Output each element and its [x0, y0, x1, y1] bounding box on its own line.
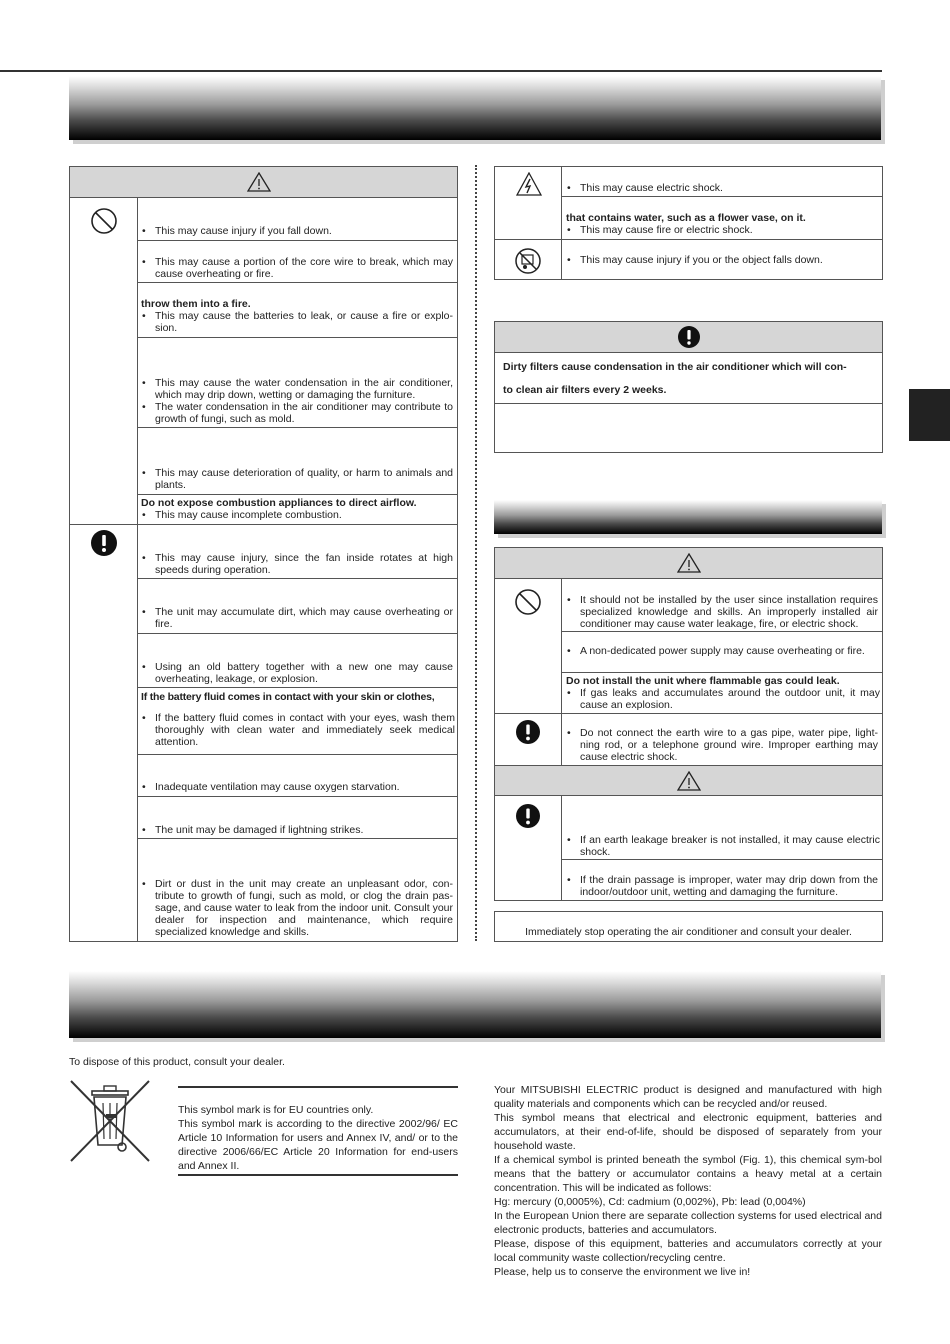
mandatory-exclamation-icon	[90, 529, 118, 562]
section-banner-installation	[494, 500, 882, 534]
row-divider	[494, 713, 883, 714]
top-rule	[0, 70, 882, 72]
table-row	[141, 552, 453, 576]
right-table-divider	[561, 166, 562, 280]
disposal-paragraph: Hg: mercury (0,0005%), Cd: cadmium (0,002%), Pb: lead (0,004%)	[494, 1196, 806, 1208]
bullet-text: • This may cause incomplete combustion.	[141, 509, 453, 521]
row-divider	[562, 196, 883, 197]
eu-box-bottom-rule	[178, 1174, 458, 1176]
instruction-text: that contains water, such as a flower vase, on it.	[566, 212, 806, 224]
section-banner-top	[69, 76, 881, 140]
instruction-text: Do not install the unit where flammable gas could leak.	[566, 675, 840, 687]
row-divider	[138, 578, 458, 579]
bullet-text: • This may cause injury if you fall down.	[141, 225, 453, 237]
installation-header-warning	[495, 548, 882, 579]
installation-divider	[561, 796, 562, 901]
bullet-text: • The water condensation in the air conditioner may contribute to growth of fungi, such as mold.	[141, 401, 453, 425]
row-divider	[138, 754, 458, 755]
table-row	[141, 824, 453, 836]
left-table-header	[70, 167, 457, 198]
row-divider	[138, 427, 458, 428]
eu-box-top-rule	[178, 1086, 458, 1088]
table-row	[141, 298, 453, 334]
table-row	[566, 874, 878, 898]
disposal-paragraph: If a chemical symbol is printed beneath the symbol (Fig. 1), this chemical sym-bol means that the battery or accumulator contains a heavy metal at a certain concentration. This will be indicated as follows:	[494, 1154, 882, 1194]
bullet-text: • This may cause injury if you or the object falls down.	[566, 254, 878, 266]
bullet-text: • Inadequate ventilation may cause oxygen starvation.	[141, 781, 453, 793]
bullet-text: • If gas leaks and accumulates around the outdoor unit, it may cause an explosion.	[566, 687, 880, 711]
bullet-text: • Dirt or dust in the unit may create an unpleasant odor, con-tribute to growth of fungi, such as mold, or clog the drain pas-sage, and cause water to leak from the indoor unit. Consult your dealer for inspection and maintenance, which require specialized knowledge and skills.	[141, 878, 453, 938]
column-separator	[475, 165, 477, 941]
table-row	[141, 878, 453, 938]
bullet-text: • Using an old battery together with a new one may cause overheating, leakage, or explosion.	[141, 661, 453, 685]
table-row	[566, 254, 878, 266]
no-climbing-icon	[514, 247, 542, 280]
bullet-text: • If an earth leakage breaker is not installed, it may cause electric shock.	[566, 834, 880, 858]
row-divider	[562, 672, 883, 673]
row-divider	[138, 796, 458, 797]
mandatory-exclamation-icon	[515, 719, 541, 750]
section-banner-disposal	[69, 971, 881, 1038]
disposal-paragraph: In the European Union there are separate collection systems for used electrical and electronic products, batteries and accumulators.	[494, 1210, 882, 1236]
bullet-text: • The unit may accumulate dirt, which may cause overheating or fire.	[141, 606, 453, 630]
instruction-text: Do not expose combustion appliances to direct airflow.	[141, 497, 417, 509]
warning-triangle-icon	[247, 172, 271, 192]
row-divider	[138, 494, 458, 495]
table-row	[566, 594, 878, 630]
table-row	[141, 661, 453, 685]
instruction-text: throw them into a fire.	[141, 298, 251, 310]
table-row	[141, 497, 453, 521]
table-row	[141, 691, 455, 748]
installation-footer-text: Immediately stop operating the air conditioner and consult your dealer.	[525, 926, 852, 938]
filter-box-header	[495, 322, 882, 353]
table-row	[141, 256, 453, 280]
disposal-paragraph: This symbol means that electrical and electronic equipment, batteries and accumulators, at their end-of-life, should be disposed of separately from your household waste.	[494, 1112, 882, 1152]
bullet-text: • A non-dedicated power supply may cause overheating or fire.	[566, 645, 878, 657]
mandatory-exclamation-icon	[515, 803, 541, 834]
row-divider	[494, 403, 883, 404]
bullet-text: • This may cause fire or electric shock.	[566, 224, 878, 236]
row-divider	[138, 838, 458, 839]
bullet-text: • If the battery fluid comes in contact with your eyes, wash them thoroughly with clean water and immediately seek medical attention.	[141, 712, 455, 748]
installation-header-caution	[495, 766, 882, 796]
table-row	[566, 645, 878, 657]
bullet-text: • This may cause deterioration of quality, or harm to animals and plants.	[141, 467, 453, 491]
table-row	[141, 781, 453, 793]
prohibited-icon	[514, 588, 542, 621]
bullet-text: • This may cause injury, since the fan inside rotates at high speeds during operation.	[141, 552, 453, 576]
bullet-text: • This may cause the water condensation in the air conditioner, which may drip down, wetting or damaging the furniture.	[141, 377, 453, 401]
bullet-text: • This may cause the batteries to leak, or cause a fire or explo-sion.	[141, 310, 453, 334]
bullet-text: • Do not connect the earth wire to a gas pipe, water pipe, light-ning rod, or a telephone ground wire. Improper earthing may cause electric shock.	[566, 727, 878, 763]
table-row	[141, 606, 453, 630]
disposal-paragraph: Please, help us to conserve the environment we live in!	[494, 1266, 751, 1278]
table-row	[566, 727, 878, 763]
prohibited-icon	[90, 207, 118, 240]
disposal-paragraph: Your MITSUBISHI ELECTRIC product is designed and manufactured with high quality materials and components which can be recycled and/or reused.	[494, 1084, 882, 1110]
row-divider	[138, 240, 458, 241]
row-divider	[138, 633, 458, 634]
row-divider	[138, 282, 458, 283]
disposal-paragraph: Please, dispose of this equipment, batteries and accumulators correctly at your local community waste collection/recycling centre.	[494, 1238, 882, 1264]
warning-triangle-icon	[677, 771, 701, 791]
warning-triangle-icon	[677, 553, 701, 573]
row-divider	[138, 524, 458, 525]
disposal-intro: To dispose of this product, consult your dealer.	[69, 1056, 285, 1068]
bullet-text: • This may cause electric shock.	[566, 182, 878, 194]
table-row	[141, 377, 453, 425]
filter-warning-line-1: Dirty filters cause condensation in the air conditioner which will con-	[503, 361, 847, 373]
bullet-text: • It should not be installed by the user since installation requires specialized knowledge and skills. An improperly installed air conditioner may cause water leakage, fire, or electric shock.	[566, 594, 878, 630]
row-divider	[138, 687, 458, 688]
table-row	[566, 212, 878, 236]
left-table-divider	[137, 198, 138, 941]
instruction-text: If the battery fluid comes in contact with your skin or clothes,	[141, 691, 435, 703]
table-row	[566, 182, 878, 194]
disposal-paragraphs	[494, 1083, 882, 1279]
row-divider	[138, 337, 458, 338]
bullet-text: • If the drain passage is improper, water may drip down from the indoor/outdoor unit, wetting and damaging the furniture.	[566, 874, 878, 898]
table-row	[566, 675, 880, 711]
eu-directive: This symbol mark is according to the directive 2002/96/ EC Article 10 Information for users and Annex IV, and/ or to the directive 2006/66/EC Article 20 Information for end-users and Annex II.	[178, 1118, 458, 1172]
eu-note: This symbol mark is for EU countries only.	[178, 1104, 374, 1116]
filter-warning-line-2: to clean air filters every 2 weeks.	[503, 384, 667, 396]
crossed-bin-icon	[67, 1079, 153, 1170]
electric-shock-icon	[516, 172, 542, 201]
row-divider	[562, 631, 883, 632]
row-divider	[562, 859, 883, 860]
left-icon-divider	[69, 524, 138, 525]
bullet-text: • The unit may be damaged if lightning strikes.	[141, 824, 453, 836]
table-row	[566, 834, 880, 858]
row-divider	[494, 239, 883, 240]
bullet-text: • This may cause a portion of the core wire to break, which may cause overheating or fire.	[141, 256, 453, 280]
table-row	[141, 225, 453, 237]
mandatory-exclamation-icon	[677, 325, 701, 349]
table-row	[141, 467, 453, 491]
page-tab-marker	[909, 389, 950, 441]
